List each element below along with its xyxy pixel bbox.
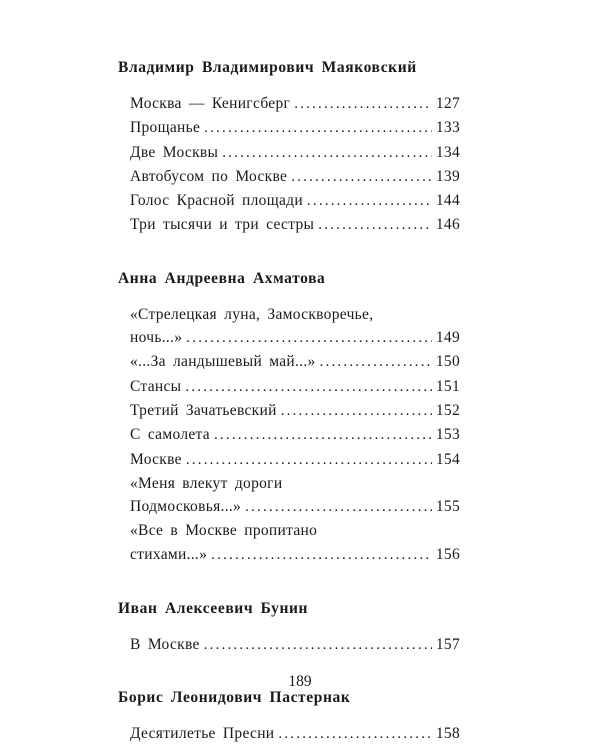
dot-leader (294, 93, 432, 116)
entry-page-number: 153 (435, 426, 460, 444)
entry-title: ночь...» (130, 329, 183, 347)
entry-title: Три тысячи и три сестры (130, 216, 315, 234)
dot-leader (185, 376, 431, 399)
entry-title-line: «Стрелецкая луна, Замоскворечье, (130, 305, 374, 323)
toc-entry[interactable] (130, 633, 460, 657)
toc-entry (130, 326, 460, 350)
dot-leader (211, 544, 432, 567)
dot-leader (186, 327, 432, 350)
dot-leader (320, 351, 432, 374)
entry-title: Прощанье (130, 119, 201, 137)
entry-title: Москва — Кенигсберг (130, 95, 291, 112)
toc-entry-multiline[interactable] (130, 472, 460, 520)
toc-entry-multiline[interactable] (130, 519, 460, 567)
entry-title: Третий Зачатьевский (130, 401, 277, 419)
page-number: 189 (288, 673, 312, 690)
entry-page-number: 149 (435, 329, 460, 347)
author-section (118, 269, 460, 567)
author-section (118, 58, 460, 238)
toc-entry[interactable] (130, 141, 460, 165)
dot-leader (278, 723, 431, 746)
entry-list (130, 303, 460, 567)
entry-list (130, 633, 460, 657)
toc-entry[interactable] (130, 165, 460, 189)
entry-list (130, 92, 460, 238)
author-heading: Борис Леонидович Пастернак (118, 689, 351, 707)
dot-leader (245, 496, 432, 519)
author-heading: Анна Андреевна Ахматова (118, 269, 326, 287)
toc-entry[interactable] (130, 213, 460, 237)
entry-page-number: 139 (435, 167, 460, 185)
entry-page-number: 151 (435, 377, 460, 395)
dot-leader (204, 117, 432, 140)
entry-page-number: 144 (435, 192, 460, 210)
entry-title-line: «Меня влекут дороги (130, 474, 283, 492)
toc-entry[interactable] (130, 423, 460, 447)
entry-page-number: 133 (435, 119, 460, 137)
entry-page-number: 134 (435, 143, 460, 161)
entry-title: С самолета (130, 426, 210, 444)
dot-leader (281, 400, 432, 423)
entry-page-number: 146 (435, 216, 460, 234)
dot-leader (307, 190, 432, 213)
entry-list (130, 722, 460, 746)
dot-leader (186, 449, 432, 472)
entry-page-number: 152 (435, 401, 460, 419)
toc-entry[interactable] (130, 722, 460, 746)
toc-entry[interactable] (130, 399, 460, 423)
entry-page-number: 127 (435, 95, 460, 112)
entry-title: «...За ландышевый май...» (130, 353, 316, 371)
dot-leader (318, 214, 432, 237)
toc-entry[interactable] (130, 350, 460, 374)
entry-page-number: 157 (435, 636, 460, 654)
entry-title: В Москве (130, 636, 200, 654)
entry-title-line: «Все в Москве пропитано (130, 522, 318, 540)
dot-leader (222, 142, 432, 165)
entry-title: Стансы (130, 377, 182, 395)
toc-entry[interactable] (130, 116, 460, 140)
entry-page-number: 158 (435, 725, 460, 743)
toc-entry (130, 495, 460, 519)
entry-page-number: 156 (435, 545, 460, 563)
entry-title: Десятилетье Пресни (130, 725, 275, 743)
toc-entry (130, 543, 460, 567)
dot-leader (291, 166, 432, 189)
entry-title: Две Москвы (130, 143, 219, 161)
toc-entry[interactable] (130, 189, 460, 213)
dot-leader (214, 424, 432, 447)
entry-title: стихами...» (130, 545, 208, 563)
entry-title: Москве (130, 450, 182, 468)
author-heading: Иван Алексеевич Бунин (118, 600, 309, 618)
entry-title: Автобусом по Москве (130, 167, 288, 185)
toc-entry[interactable] (130, 92, 460, 116)
entry-page-number: 155 (435, 498, 460, 516)
dot-leader (204, 634, 432, 657)
table-of-contents (118, 58, 460, 747)
author-section (118, 599, 460, 657)
entry-title: Подмосковья...» (130, 498, 242, 516)
toc-entry[interactable] (130, 375, 460, 399)
toc-entry-multiline[interactable] (130, 303, 460, 351)
entry-title: Голос Красной площади (130, 192, 303, 210)
entry-page-number: 154 (435, 450, 460, 468)
author-section (118, 688, 460, 746)
author-heading: Владимир Владимирович Маяковский (118, 59, 417, 76)
entry-page-number: 150 (435, 353, 460, 371)
toc-entry[interactable] (130, 448, 460, 472)
